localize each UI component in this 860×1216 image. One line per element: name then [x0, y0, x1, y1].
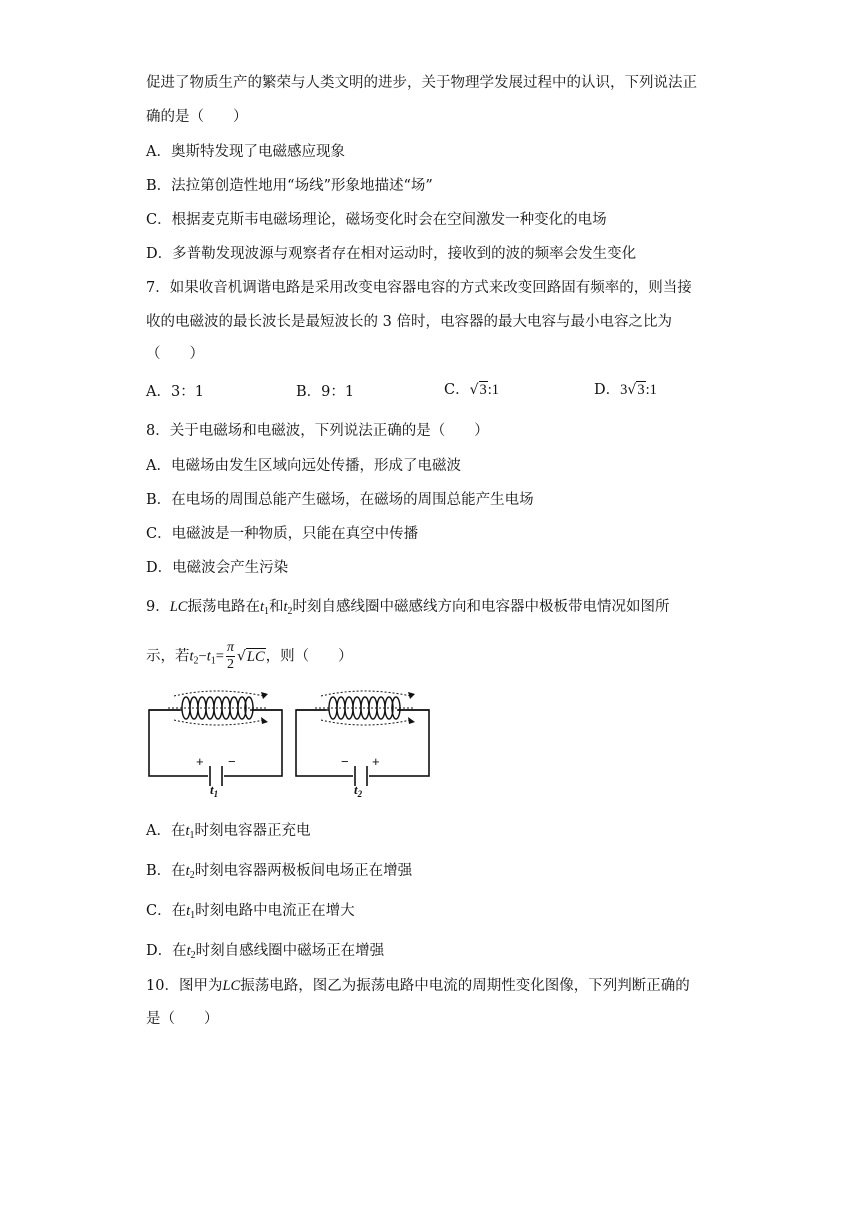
q6-option-b: B．法拉第创造性地用“场线”形象地描述“场” — [146, 178, 433, 194]
right-plus-sign: + — [372, 754, 380, 769]
q6-stem-line1: 促进了物质生产的繁荣与人类文明的进步，关于物理学发展过程中的认识，下列说法正 — [146, 75, 697, 91]
q9-option-c: C．在$t_1$时刻电路中电流正在增大 — [146, 903, 355, 921]
q7-option-c: C．√3:1 — [444, 382, 500, 398]
q9-option-b: B．在$t_2$时刻电容器两极板间电场正在增强 — [146, 863, 413, 881]
q10-stem-line1: 10．图甲为LC振荡电路，图乙为振荡电路中电流的周期性变化图像，下列判断正确的 — [146, 978, 690, 994]
q8-option-a: A．电磁场由发生区域向远处传播，形成了电磁波 — [146, 458, 461, 474]
q6-option-a: A．奥斯特发现了电磁感应现象 — [146, 144, 345, 160]
q10-stem-line2: 是（ ） — [146, 1011, 219, 1027]
q7-stem-line2: 收的电磁波的最长波长是最短波长的 3 倍时，电容器的最大电容与最小电容之比为 — [146, 314, 672, 330]
q7-stem-line3: （ ） — [146, 346, 204, 362]
q9-option-a: A．在$t_1$时刻电容器正充电 — [146, 823, 311, 841]
q6-option-c: C．根据麦克斯韦电磁场理论，磁场变化时会在空间激发一种变化的电场 — [146, 212, 607, 228]
left-minus-sign: − — [228, 754, 236, 769]
q9-stem-line1: 9．LC振荡电路在$t_1$和$t_2$时刻自感线圈中磁感线方向和电容器中极板带电情况如图所 — [146, 599, 670, 617]
left-plus-sign: + — [196, 754, 204, 769]
q6-stem-line2: 确的是（ ） — [146, 109, 248, 125]
q9-option-d: D．在$t_2$时刻自感线圈中磁场正在增强 — [146, 943, 385, 961]
q8-option-d: D．电磁波会产生污染 — [146, 560, 289, 576]
q8-option-c: C．电磁波是一种物质，只能在真空中传播 — [146, 526, 419, 542]
q9-stem-line2: 示，若$t_2-t_1=$ $\frac{\pi}{2}$ √LC，则（ ） — [146, 640, 353, 672]
figure-label-t2: $t_2$ — [354, 782, 363, 798]
q8-stem: 8．关于电磁场和电磁波，下列说法正确的是（ ） — [146, 423, 489, 439]
right-minus-sign: − — [341, 754, 349, 769]
q8-option-b: B．在电场的周围总能产生磁场，在磁场的周围总能产生电场 — [146, 492, 534, 508]
q6-option-d: D．多普勒发现波源与观察者存在相对运动时，接收到的波的频率会发生变化 — [146, 246, 637, 262]
q7-option-a: A．3：1 — [146, 384, 204, 400]
pi-over-2-fraction: $\frac{\pi}{2}$ — [226, 640, 234, 672]
figure-label-t1: $t_1$ — [210, 782, 219, 798]
q7-stem-line1: 7．如果收音机调谐电路是采用改变电容器电容的方式来改变回路固有频率的，则当接 — [146, 280, 692, 296]
lc-circuit-figure — [146, 686, 436, 798]
q7-option-b: B．9：1 — [296, 384, 355, 400]
q7-option-d: D．3√3:1 — [594, 382, 657, 398]
